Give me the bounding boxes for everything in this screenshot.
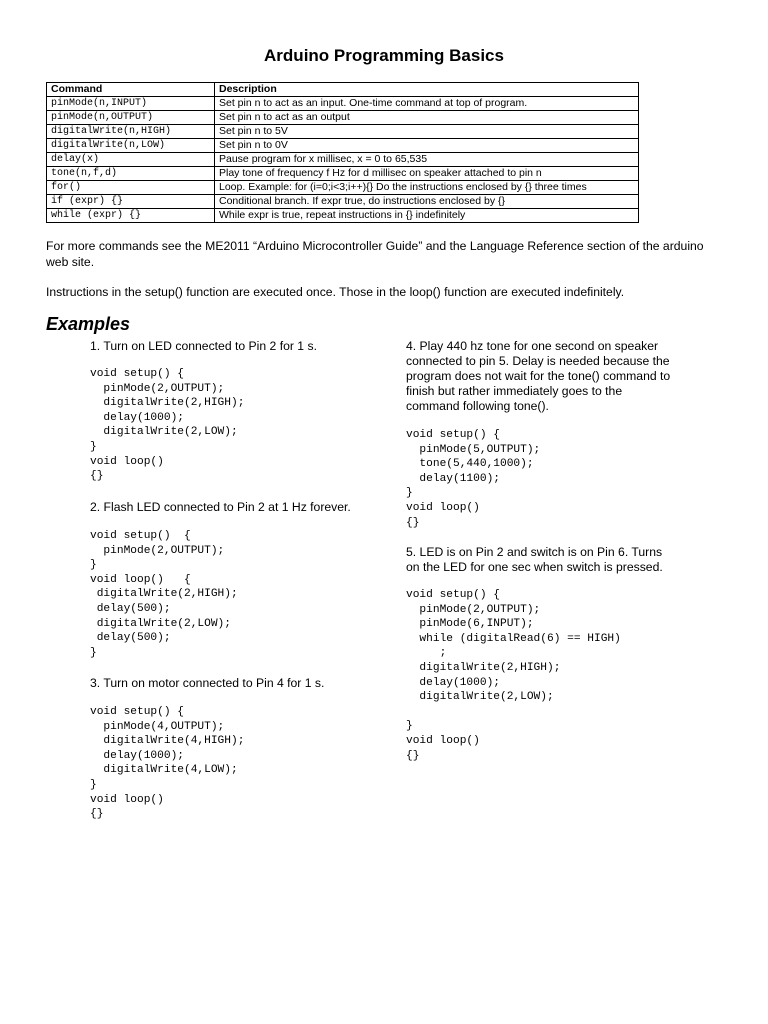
column-header-description: Description [215, 83, 639, 97]
description-cell: While expr is true, repeat instructions in {} indefinitely [215, 209, 639, 223]
example-2-description: 2. Flash LED connected to Pin 2 at 1 Hz forever. [90, 500, 351, 514]
column-header-command: Command [47, 83, 215, 97]
description-cell: Set pin n to act as an input. One-time command at top of program. [215, 97, 639, 111]
command-cell: while (expr) {} [47, 209, 215, 223]
table-row [47, 139, 639, 153]
command-table [46, 82, 639, 223]
example-1-code: void setup() { pinMode(2,OUTPUT); digitalWrite(2,HIGH); delay(1000); digitalWrite(2,LOW); } void loop() {} [90, 368, 245, 483]
command-cell: pinMode(n,OUTPUT) [47, 111, 215, 125]
description-cell: Pause program for x millisec, x = 0 to 65,535 [215, 153, 639, 167]
examples-heading: Examples [46, 314, 131, 334]
example-1-description: 1. Turn on LED connected to Pin 2 for 1 s. [90, 339, 317, 353]
command-cell: if (expr) {} [47, 195, 215, 209]
command-cell: pinMode(n,INPUT) [47, 97, 215, 111]
example-3-description: 3. Turn on motor connected to Pin 4 for 1 s. [90, 676, 325, 690]
example-5-code: void setup() { pinMode(2,OUTPUT); pinMode(6,INPUT); while (digitalRead(6) == HIGH) ; digitalWrite(2,HIGH); delay(1000); digitalWrite(2,LOW); } void loop() {} [406, 589, 621, 762]
table-row [47, 111, 639, 125]
more-commands-paragraph: For more commands see the ME2011 “Arduino Microcontroller Guide” and the Language Reference section of the arduino web site. [46, 239, 704, 269]
example-5-description: 5. LED is on Pin 2 and switch is on Pin 6. Turns on the LED for one sec when switch is pressed. [406, 545, 663, 574]
description-cell: Conditional branch. If expr true, do instructions enclosed by {} [215, 195, 639, 209]
example-4-description: 4. Play 440 hz tone for one second on speaker connected to pin 5. Delay is needed because the program does not wait for the tone() command to finish but rather immediately goes to the command following tone(). [406, 339, 671, 413]
table-row [47, 153, 639, 167]
example-2-code: void setup() { pinMode(2,OUTPUT); } void loop() { digitalWrite(2,HIGH); delay(500); digitalWrite(2,LOW); delay(500); } [90, 530, 238, 659]
command-cell: tone(n,f,d) [47, 167, 215, 181]
description-cell: Set pin n to act as an output [215, 111, 639, 125]
command-cell: for() [47, 181, 215, 195]
table-row [47, 97, 639, 111]
example-3-code: void setup() { pinMode(4,OUTPUT); digitalWrite(4,HIGH); delay(1000); digitalWrite(4,LOW); } void loop() {} [90, 706, 245, 821]
command-cell: digitalWrite(n,LOW) [47, 139, 215, 153]
description-cell: Set pin n to 0V [215, 139, 639, 153]
setup-loop-paragraph: Instructions in the setup() function are executed once. Those in the loop() function are executed indefinitely. [46, 285, 625, 299]
table-row [47, 209, 639, 223]
command-cell: digitalWrite(n,HIGH) [47, 125, 215, 139]
description-cell: Set pin n to 5V [215, 125, 639, 139]
table-header-row [47, 83, 639, 97]
table-row [47, 167, 639, 181]
table-row [47, 181, 639, 195]
example-4-code: void setup() { pinMode(5,OUTPUT); tone(5,440,1000); delay(1100); } void loop() {} [406, 429, 541, 529]
command-cell: delay(x) [47, 153, 215, 167]
table-row [47, 195, 639, 209]
page-title: Arduino Programming Basics [264, 46, 504, 65]
table-row [47, 125, 639, 139]
description-cell: Play tone of frequency f Hz for d millisec on speaker attached to pin n [215, 167, 639, 181]
description-cell: Loop. Example: for (i=0;i<3;i++){} Do the instructions enclosed by {} three times [215, 181, 639, 195]
